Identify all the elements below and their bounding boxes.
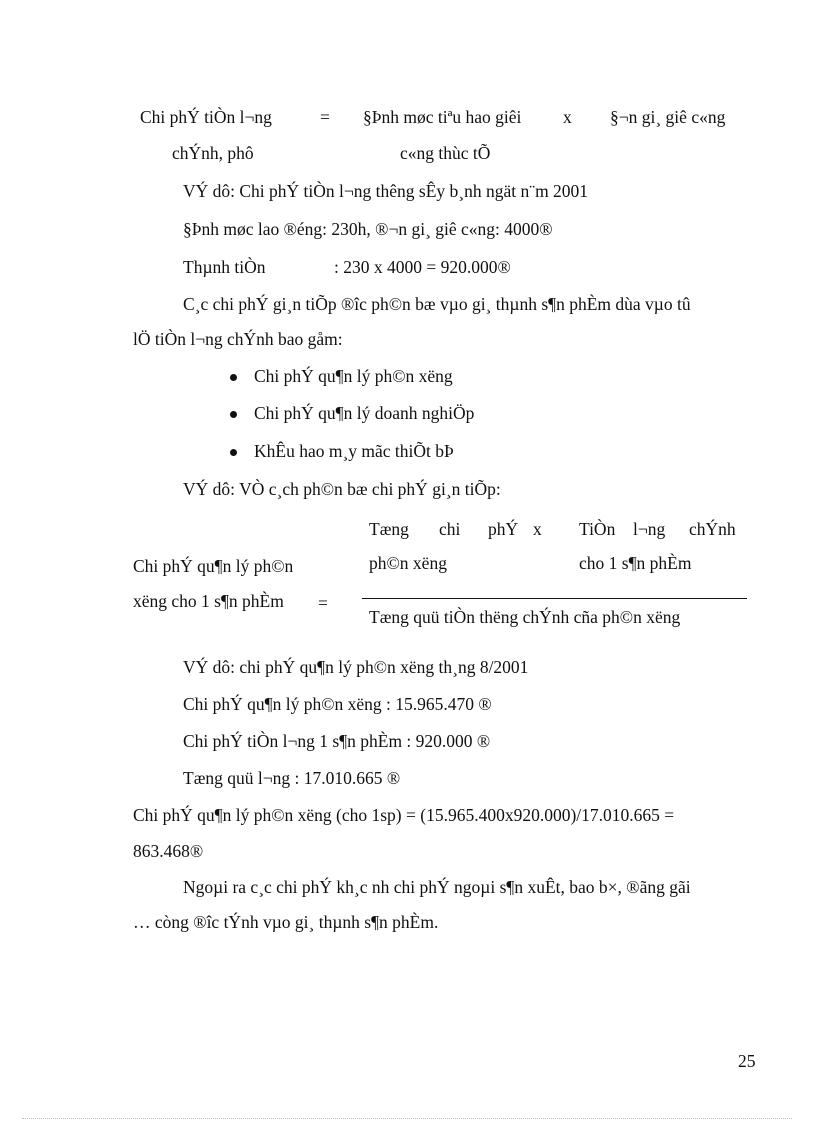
example1-result-label: Thµnh tiÒn	[183, 257, 266, 277]
fraction-num-b3: chÝnh	[689, 519, 736, 539]
bullet-icon	[230, 449, 237, 456]
formula1-term1: §Þnh møc tiªu hao giêi	[363, 107, 522, 127]
page-bottom-divider	[22, 1118, 792, 1119]
example3-line2: Chi phÝ tiÒn l¬ng 1 s¶n phÈm : 920.000 ®	[183, 731, 491, 751]
fraction-num-times: x	[533, 519, 542, 539]
formula1-term2: §¬n gi¸ giê c«ng	[610, 107, 726, 127]
example1-result-value: : 230 x 4000 = 920.000®	[334, 257, 511, 277]
example1-title: VÝ dô: Chi phÝ tiÒn l¬ng thêng sÊy b¸nh ngät n¨m 2001	[183, 181, 589, 201]
fraction-bar	[362, 598, 747, 599]
example3-title: VÝ dô: chi phÝ qu¶n lý ph©n xëng th¸ng 8/2001	[183, 657, 529, 677]
fraction-num-a-line2: ph©n xëng	[369, 553, 447, 573]
example1-norms: §Þnh møc lao ®éng: 230h, ®¬n gi¸ giê c«ng: 4000®	[183, 219, 553, 239]
list-item: KhÊu hao m¸y mãc thiÕt bÞ	[254, 441, 454, 461]
closing-line2: … còng ®îc tÝnh vµo gi¸ thµnh s¶n phÈm.	[133, 912, 439, 932]
formula1-term-line2: c«ng thùc tÕ	[400, 143, 491, 163]
example2-lhs-line1: Chi phÝ qu¶n lý ph©n	[133, 556, 294, 576]
list-item: Chi phÝ qu¶n lý ph©n xëng	[254, 366, 453, 386]
fraction-num-b1: TiÒn	[579, 519, 616, 539]
formula1-lhs-line2: chÝnh, phô	[172, 143, 254, 163]
example3-line1: Chi phÝ qu¶n lý ph©n xëng : 15.965.470 ®	[183, 694, 492, 714]
example2-title: VÝ dô: VÒ c¸ch ph©n bæ chi phÝ gi¸n tiÕp:	[183, 479, 501, 499]
formula1-times: x	[563, 107, 572, 127]
list-item: Chi phÝ qu¶n lý doanh nghiÖp	[254, 403, 475, 423]
example2-lhs-line2: xëng cho 1 s¶n phÈm	[133, 591, 284, 611]
fraction-num-a3: phÝ	[488, 519, 519, 539]
example3-line3: Tæng quü l¬ng : 17.010.665 ®	[183, 768, 401, 788]
formula1-lhs: Chi phÝ tiÒn l¬ng	[140, 107, 272, 127]
example2-equals: =	[318, 593, 328, 613]
fraction-num-b2: l¬ng	[633, 519, 666, 539]
formula1-equals: =	[320, 107, 330, 127]
fraction-num-b-line2: cho 1 s¶n phÈm	[579, 553, 692, 573]
bullet-icon	[230, 411, 237, 418]
fraction-num-a1: Tæng	[369, 519, 409, 539]
indirect-paragraph-line1: C¸c chi phÝ gi¸n tiÕp ®îc ph©n bæ vµo gi¸ thµnh s¶n phÈm dùa vµo tû	[183, 294, 691, 314]
indirect-paragraph-line2: lÖ tiÒn l¬ng chÝnh bao gåm:	[133, 329, 343, 349]
page-number: 25	[738, 1051, 756, 1071]
closing-line1: Ngoµi ra c¸c chi phÝ kh¸c nh chi phÝ ngoµi s¶n xuÊt, bao b×, ®ãng gãi	[183, 877, 691, 897]
example3-calc-line1: Chi phÝ qu¶n lý ph©n xëng (cho 1sp) = (15.965.400x920.000)/17.010.665 =	[133, 805, 675, 825]
bullet-icon	[230, 374, 237, 381]
example3-calc-line2: 863.468®	[133, 841, 204, 861]
fraction-denominator: Tæng quü tiÒn thëng chÝnh cña ph©n xëng	[369, 607, 681, 627]
fraction-num-a2: chi	[439, 519, 461, 539]
